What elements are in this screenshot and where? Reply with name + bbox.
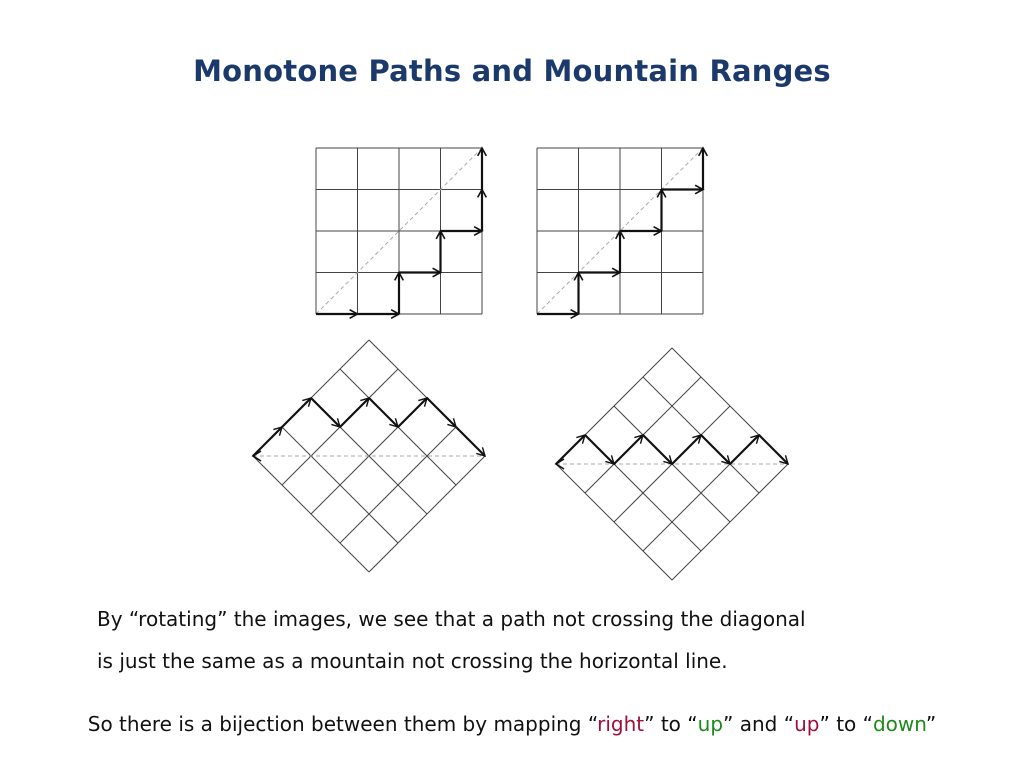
keyword-up: up: [697, 712, 724, 736]
grid-path-left: [316, 148, 486, 318]
bijection-prefix: So there is a bijection between them by mapping “: [87, 712, 598, 736]
keyword-right: right: [597, 712, 645, 736]
bijection-mid-1: ” to “: [644, 712, 698, 736]
mountain-step-up: [556, 435, 585, 464]
mountain-step-down: [585, 435, 614, 464]
mountain-range-right: [556, 348, 788, 580]
mountain-range-left: [253, 340, 485, 572]
mountain-step-up: [340, 398, 369, 427]
mountain-step-down: [643, 435, 672, 464]
mountain-step-up: [730, 435, 759, 464]
grid-path-right: [537, 148, 707, 318]
body-text-line-1: By “rotating” the images, we see that a path not crossing the diagonal: [97, 607, 806, 631]
mountain-step-up: [253, 427, 282, 456]
mountain-step-down: [701, 435, 730, 464]
mountain-step-down: [456, 427, 485, 456]
bijection-mid-2: ” and “: [723, 712, 795, 736]
bijection-mid-3: ” to “: [819, 712, 873, 736]
mountain-step-down: [311, 398, 340, 427]
slide-title: Monotone Paths and Mountain Ranges: [193, 54, 831, 88]
mountain-step-down: [369, 398, 398, 427]
keyword-up-second: up: [794, 712, 820, 736]
keyword-down: down: [872, 712, 926, 736]
mountain-step-up: [672, 435, 701, 464]
mountain-step-up: [282, 398, 311, 427]
body-text-line-2: is just the same as a mountain not crossing the horizontal line.: [97, 649, 728, 673]
bijection-suffix: ”: [925, 712, 937, 736]
mountain-step-up: [398, 398, 427, 427]
mountain-step-down: [759, 435, 788, 464]
mountain-step-down: [427, 398, 456, 427]
mountain-step-up: [614, 435, 643, 464]
bijection-statement: [0, 712, 1024, 736]
